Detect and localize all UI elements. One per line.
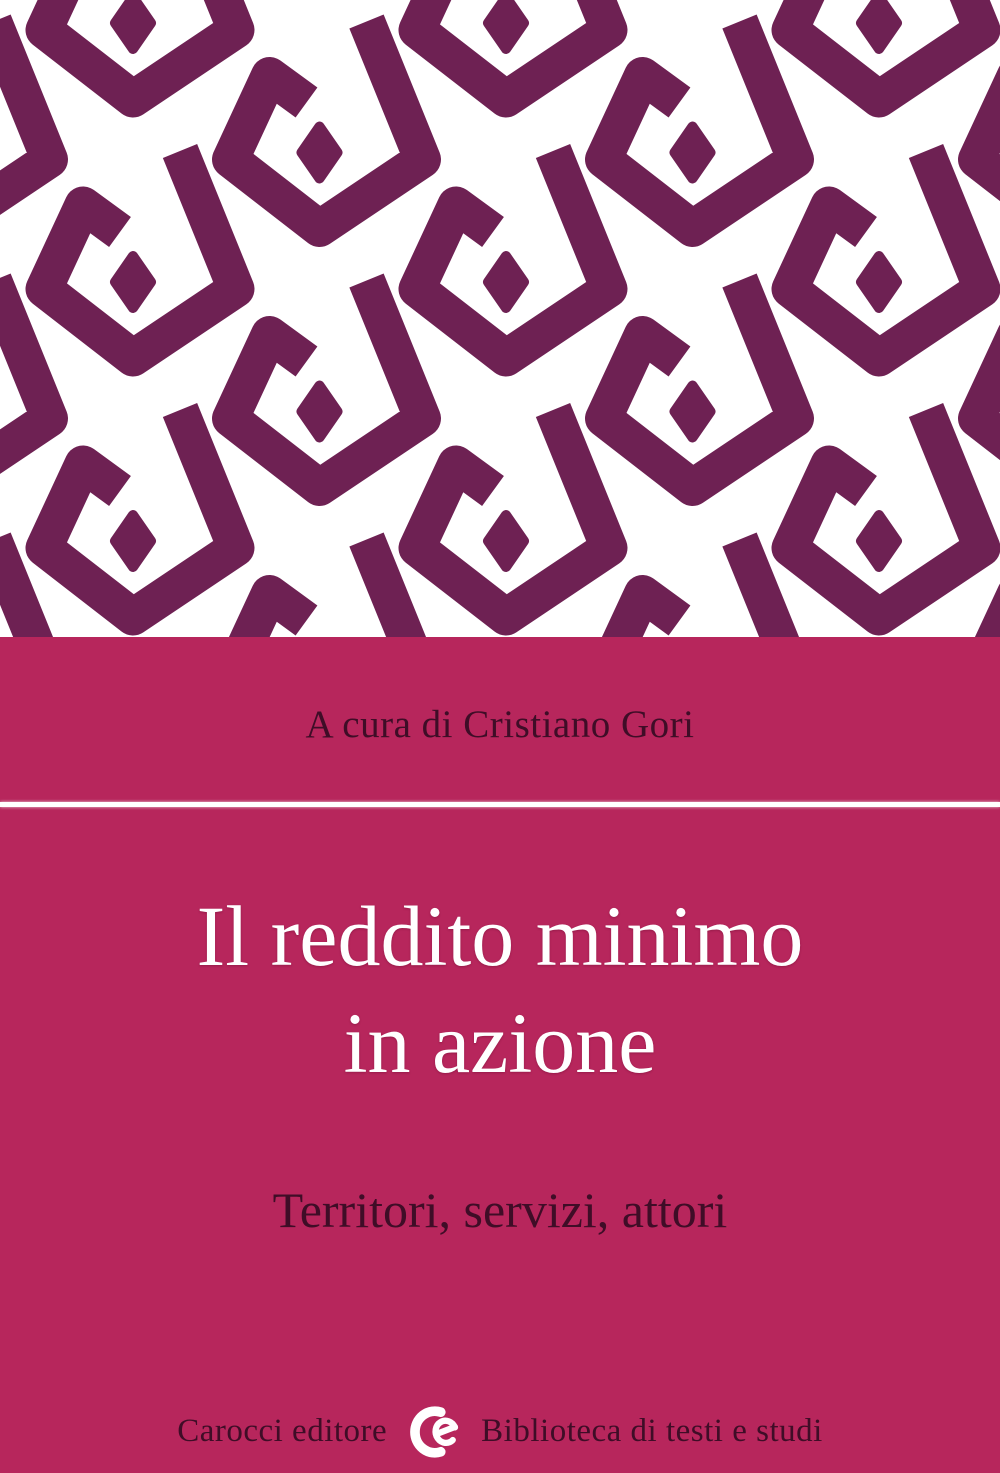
carocci-logo-icon — [405, 1401, 463, 1461]
book-title-line-1: Il reddito minimo — [196, 888, 804, 984]
geometric-fret-pattern — [0, 0, 1000, 637]
book-title-line-2: in azione — [343, 995, 657, 1091]
divider-line — [0, 802, 1000, 807]
publisher-footer — [0, 1398, 1000, 1464]
book-title — [0, 883, 1000, 1097]
cover-pattern-band — [0, 0, 1000, 637]
book-subtitle: Territori, servizi, attori — [272, 1182, 728, 1238]
publisher-name: Carocci editore — [177, 1412, 388, 1449]
editor-line: A cura di Cristiano Gori — [305, 703, 695, 746]
series-name: Biblioteca di testi e studi — [481, 1412, 823, 1449]
